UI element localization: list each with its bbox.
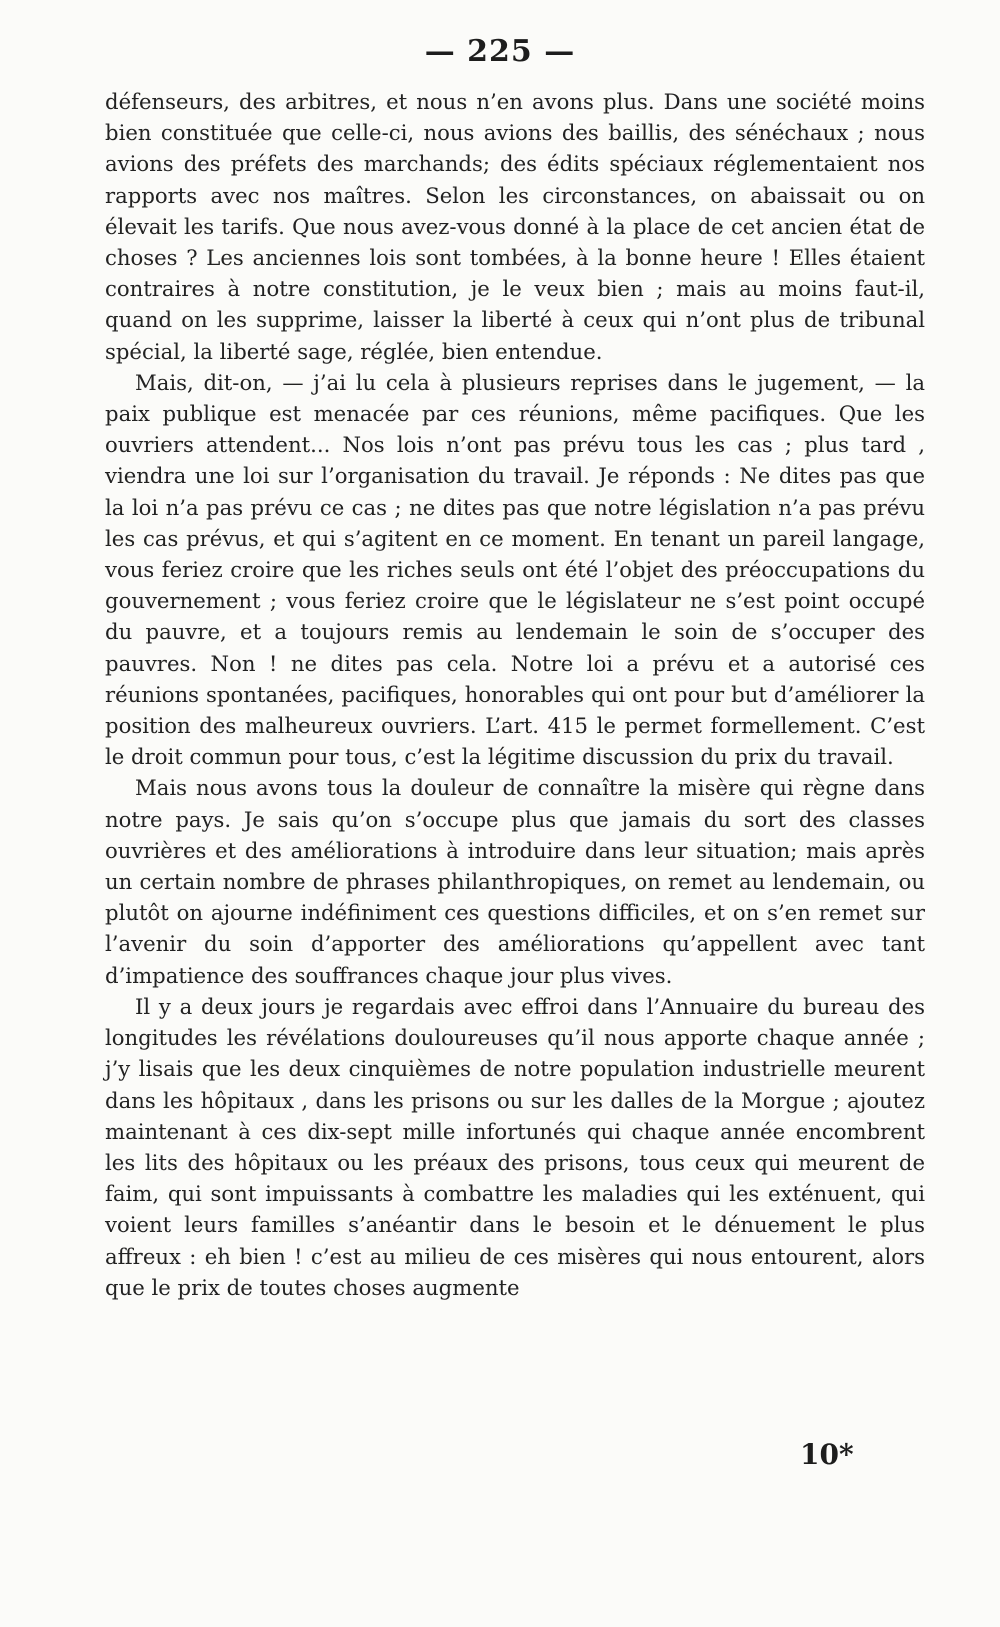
- body-text: [105, 86, 925, 1303]
- paragraph-3: Mais nous avons tous la douleur de connaître la misère qui règne dans notre pays. Je sais qu’on s’occupe plus que jamais du sort des classes ouvrières et des améliorations à introduire dans leur situation; mais après un certain nombre de phrases philanthropiques, on remet au lendemain, ou plutôt on ajourne indéfiniment ces questions difficiles, et on s’en remet sur l’avenir du soin d’apporter des améliorations qu’appellent avec tant d’impatience des souffrances chaque jour plus vives.: [105, 775, 925, 988]
- paragraph-2: Mais, dit-on, — j’ai lu cela à plusieurs reprises dans le jugement, — la paix publique est menacée par ces réunions, même pacifiques. Que les ouvriers attendent... Nos lois n’ont pas prévu tous les cas ; plus tard , viendra une loi sur l’organisation du travail. Je réponds : Ne dites pas que la loi n’a pas prévu ce cas ; ne dites pas que notre législation n’a pas prévu les cas prévus, et qui s’agitent en ce moment. En tenant un pareil langage, vous feriez croire que les riches seuls ont été l’objet des préoccupations du gouvernement ; vous feriez croire que le législateur ne s’est point occupé du pauvre, et a toujours remis au lendemain le soin de s’occuper des pauvres. Non ! ne dites pas cela. Notre loi a prévu et a autorisé ces réunions spontanées, pacifiques, honorables qui ont pour but d’améliorer la position des malheureux ouvriers. L’art. 415 le permet formellement. C’est le droit commun pour tous, c’est la légitime discussion du prix du travail.: [105, 369, 925, 770]
- paragraph-4: Il y a deux jours je regardais avec effroi dans l’Annuaire du bureau des longitudes les révélations douloureuses qu’il nous apporte chaque année ; j’y lisais que les deux cinquièmes de notre population industrielle meurent dans les hôpitaux , dans les prisons ou sur les dalles de la Morgue ; ajoutez maintenant à ces dix-sept mille infortunés qui chaque année encombrent les lits des hôpitaux ou les préaux des prisons, tous ceux qui meurent de faim, qui sont impuissants à combattre les maladies qui les exténuent, qui voient leurs familles s’anéantir dans le besoin et le dénuement le plus affreux : eh bien ! c’est au milieu de ces misères qui nous entourent, alors que le prix de toutes choses augmente: [105, 993, 925, 1300]
- page-number: — 225 —: [424, 34, 576, 69]
- signature-mark: 10*: [800, 1438, 854, 1471]
- paragraph-1: défenseurs, des arbitres, et nous n’en avons plus. Dans une société moins bien constituée que celle-ci, nous avions des baillis, des sénéchaux ; nous avions des préfets des marchands; des édits spéciaux réglementaient nos rapports avec nos maîtres. Selon les circonstances, on abaissait ou on élevait les tarifs. Que nous avez-vous donné à la place de cet ancien état de choses ? Les anciennes lois sont tombées, à la bonne heure ! Elles étaient contraires à notre constitution, je le veux bien ; mais au moins faut-il, quand on les supprime, laisser la liberté à ceux qui n’ont plus de tribunal spécial, la liberté sage, réglée, bien entendue.: [105, 89, 925, 364]
